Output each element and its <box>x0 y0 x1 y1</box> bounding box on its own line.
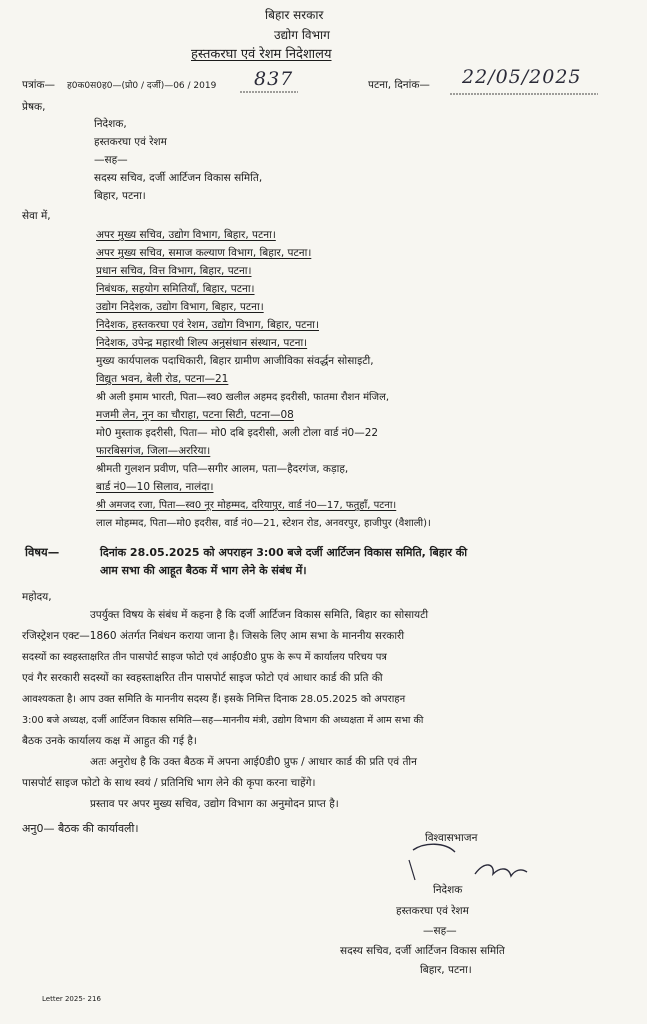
recipient-line: श्री अली इमाम भारती, पिता—स्व0 खलील अहमद इदरीसी, फातमा रौशन मंजिल, <box>96 392 390 403</box>
body-line: आवश्यकता है। आप उक्त समिति के माननीय सदस्य हैं। इसके निमित्त दिनाक 28.05.2025 को अपराहन <box>22 694 406 705</box>
recipient-line: मजमी लेन, नून का चौराहा, पटना सिटी, पटना—08 <box>96 409 294 421</box>
recipient-line: निदेशक, हस्तकरघा एवं रेशम, उद्योग विभाग, बिहार, पटना। <box>96 319 319 331</box>
recipient-line: अपर मुख्य सचिव, उद्योग विभाग, बिहार, पटना। <box>96 229 276 241</box>
recipient-line: प्रधान सचिव, वित्त विभाग, बिहार, पटना। <box>96 265 252 277</box>
letter-no-underline <box>240 90 300 94</box>
subject-line: आम सभा की आहूत बैठक में भाग लेने के संबंध में। <box>100 564 307 577</box>
sender-line: —सह— <box>94 154 128 166</box>
signature-line: सदस्य सचिव, दर्जी आर्टिजन विकास समिति <box>340 945 505 957</box>
recipient-line: श्रीमती गुलशन प्रवीण, पति—सगीर आलम, पता—हैदरगंज, कड़ाह, <box>96 463 349 475</box>
body-line: प्रस्ताव पर अपर मुख्य सचिव, उद्योग विभाग का अनुमोदन प्राप्त है। <box>90 798 339 810</box>
recipient-line: बार्ड नं0—10 सिलाव, नालंदा। <box>96 481 214 493</box>
header-gov: बिहार सरकार <box>265 8 324 22</box>
closing: विश्वासभाजन <box>425 832 478 844</box>
recipient-line: लाल मोहम्मद, पिता—मो0 इदरीस, वार्ड नं0—21, स्टेशन रोड, अनवरपुर, हाजीपुर (वैशाली)। <box>96 518 431 529</box>
recipient-line: श्री अमजद रजा, पिता—स्व0 नूर मोहम्मद, दरियापुर, वार्ड नं0—17, फतुहाँ, पटना। <box>96 500 397 511</box>
footer-ref: Letter 2025- 216 <box>42 995 101 1003</box>
date-underline <box>450 92 600 96</box>
signature-line: निदेशक <box>433 884 463 896</box>
recipient-line: मुख्य कार्यपालक पदाधिकारी, बिहार ग्रामीण आजीविका संवर्द्धन सोसाइटी, <box>96 355 374 367</box>
subject-label: विषय— <box>25 545 60 559</box>
signature-scribble <box>405 840 535 895</box>
body-line: सदस्यों का स्वहस्ताक्षरित तीन पासपोर्ट साइज फोटो एवं आई0डी0 प्रुफ के रूप में कार्यालय परिचय पत्र <box>22 652 387 663</box>
signature-line: —सह— <box>423 925 457 937</box>
recipients-label: सेवा में, <box>22 210 51 222</box>
letter-no-prefix: पत्रांक— <box>22 79 56 91</box>
letter-handwritten-date: 22/05/2025 <box>462 66 582 88</box>
letter-ref: ह0क0स0ह0—(प्रो0 / दर्जी)—06 / 2019 <box>67 81 217 91</box>
sender-line: सदस्य सचिव, दर्जी आर्टिजन विकास समिति, <box>94 172 263 184</box>
body-line: 3:00 बजे अध्यक्ष, दर्जी आर्टिजन विकास समिति—सह—माननीय मंत्री, उद्योग विभाग की अध्यक्षता में आम सभा की <box>22 715 424 726</box>
body-line: उपर्युक्त विषय के संबंध में कहना है कि दर्जी आर्टिजन विकास समिति, बिहार का सोसायटी <box>90 609 429 621</box>
salutation: महोदय, <box>22 591 52 603</box>
subject-line: दिनांक 28.05.2025 को अपराहन 3:00 बजे दर्जी आर्टिजन विकास समिति, बिहार की <box>100 546 468 559</box>
signature-line: बिहार, पटना। <box>420 964 472 976</box>
recipient-line: निदेशक, उपेन्द्र महारथी शिल्प अनुसंधान संस्थान, पटना। <box>96 337 308 349</box>
recipient-line: उद्योग निदेशक, उद्योग विभाग, बिहार, पटना। <box>96 301 264 313</box>
header-directorate: हस्तकरघा एवं रेशम निदेशालय <box>191 47 332 62</box>
letter-handwritten-no: 837 <box>254 68 294 90</box>
enclosure: अनु0— बैठक की कार्यावली। <box>22 822 139 835</box>
recipient-line: मो0 मुस्ताक इदरीसी, पिता— मो0 दबि इदरीसी, अली टोला वार्ड नं0—22 <box>96 427 379 439</box>
header-dept: उद्योग विभाग <box>274 28 330 42</box>
place-date-label: पटना, दिनांक— <box>368 79 430 91</box>
sender-line: हस्तकरघा एवं रेशम <box>94 136 167 148</box>
recipient-line: विद्युत भवन, बेली रोड, पटना—21 <box>96 373 229 385</box>
signature-line: हस्तकरघा एवं रेशम <box>396 905 469 917</box>
body-line: बैठक उनके कार्यालय कक्ष में आहुत की गई है। <box>22 735 197 747</box>
sender-line: बिहार, पटना। <box>94 190 146 202</box>
body-line: पासपोर्ट साइज फोटो के साथ स्वयं / प्रतिनिधि भाग लेने की कृपा करना चाहेंगे। <box>22 777 316 789</box>
body-line: रजिस्ट्रेशन एक्ट—1860 अंतर्गत निबंधन कराया जाना है। जिसके लिए आम सभा के माननीय सरकारी <box>22 630 405 642</box>
sender-line: निदेशक, <box>94 118 127 130</box>
body-line: एवं गैर सरकारी सदस्यों का स्वहस्ताक्षरित तीन पासपोर्ट साइज फोटो एवं आधार कार्ड की प्रति की <box>22 672 383 684</box>
sender-label: प्रेषक, <box>22 101 46 113</box>
recipient-line: निबंधक, सहयोग समितियाँ, बिहार, पटना। <box>96 283 255 295</box>
recipient-line: अपर मुख्य सचिव, समाज कल्याण विभाग, बिहार, पटना। <box>96 247 312 259</box>
recipient-line: फारबिसगंज, जिला—अररिया। <box>96 445 211 457</box>
body-line: अतः अनुरोध है कि उक्त बैठक में अपना आई0डी0 प्रुफ / आधार कार्ड की प्रति एवं तीन <box>90 756 417 768</box>
